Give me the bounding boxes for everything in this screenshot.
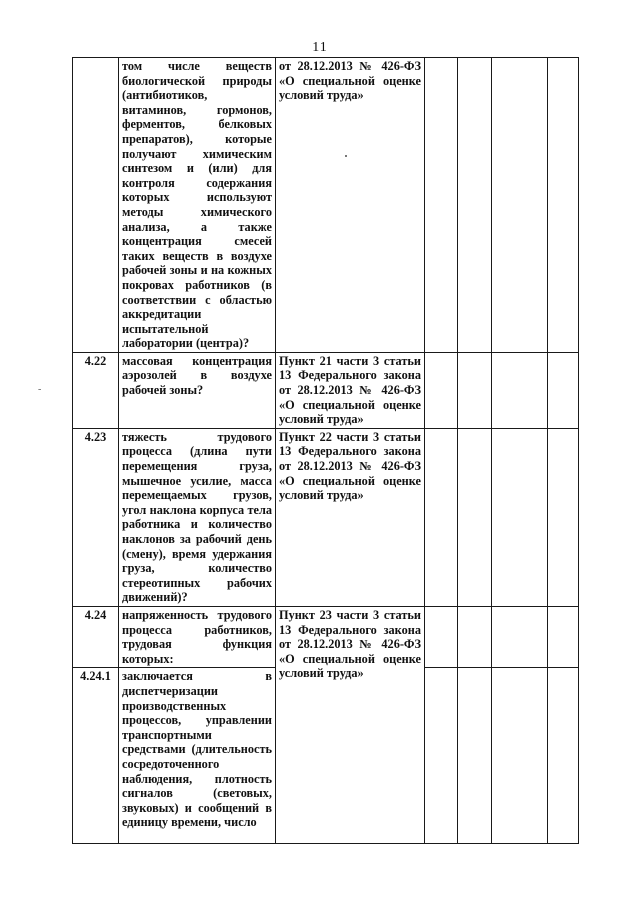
table-row xyxy=(73,58,579,353)
legal-reference-cell-line: Пункт 21 части 3 статьи xyxy=(279,353,421,368)
item-number xyxy=(73,58,119,353)
legal-reference-cell-line: от 28.12.2013 № 426-ФЗ xyxy=(279,383,421,398)
table-row xyxy=(73,352,579,428)
question-cell xyxy=(119,58,276,353)
page-number: 11 xyxy=(312,40,328,55)
question-cell-line: процессов, управлении xyxy=(122,713,272,728)
answer-cell xyxy=(425,58,458,353)
question-cell-line: которых используют xyxy=(122,190,272,205)
answer-cell xyxy=(458,668,492,844)
question-cell-line: (антибиотиков, xyxy=(122,88,208,103)
legal-reference-cell-line: Пункт 23 части 3 статьи xyxy=(279,607,421,622)
question-cell-line: диспетчеризации xyxy=(122,683,219,698)
item-number: 4.24.1 xyxy=(73,668,119,844)
question-cell-line: угол наклона корпуса тела xyxy=(122,502,272,517)
question-cell-line: таких веществ в воздухе xyxy=(122,248,272,263)
answer-cell xyxy=(425,668,458,844)
question-cell-line: производственных xyxy=(122,698,227,713)
legal-reference-cell-line: «О специальной оценке xyxy=(279,473,421,488)
answer-cell xyxy=(425,352,458,428)
question-cell-line: аккредитации xyxy=(122,307,202,322)
question-cell-line: получают химическим xyxy=(122,146,272,161)
question-cell-line: испытательной xyxy=(122,321,209,336)
item-number: 4.23 xyxy=(73,428,119,606)
question-cell-line: сосредоточенного xyxy=(122,756,220,771)
question-cell-line: груза, количество xyxy=(122,561,272,576)
legal-reference-cell-line: «О специальной оценке xyxy=(279,397,421,412)
question-cell-line: (смену), время удержания xyxy=(122,546,272,561)
answer-cell xyxy=(492,428,548,606)
answer-cell xyxy=(458,606,492,667)
question-cell xyxy=(119,428,276,606)
question-cell-line: синтезом и (или) для xyxy=(122,161,272,176)
table-row xyxy=(73,606,579,667)
question-cell-line: перемещения груза, xyxy=(122,459,272,474)
legal-reference-cell xyxy=(276,428,425,606)
question-cell-line: наблюдения, плотность xyxy=(122,771,272,786)
legal-reference-cell-line: условий труда» xyxy=(279,666,364,681)
margin-mark: - xyxy=(38,384,42,395)
question-cell xyxy=(119,668,276,844)
question-cell-line: процесса работников, xyxy=(122,622,272,637)
question-cell-line: транспортными xyxy=(122,727,212,742)
question-cell-line: методы химического xyxy=(122,204,272,219)
table-row xyxy=(73,428,579,606)
question-cell xyxy=(119,352,276,428)
question-cell-line: тяжесть трудового xyxy=(122,429,272,444)
question-cell-line: единицу времени, число xyxy=(122,815,257,830)
legal-reference-cell-line: 13 Федерального закона xyxy=(279,622,421,637)
question-cell-line: покровах работников (в xyxy=(122,277,272,292)
question-cell-line: движений)? xyxy=(122,590,188,605)
question-cell-line: анализа, а также xyxy=(122,219,272,234)
question-cell-line: перемещаемых грузов, xyxy=(122,488,272,503)
question-cell-line: биологической природы xyxy=(122,73,272,88)
question-cell-line: звуковых) и сообщений в xyxy=(122,800,272,815)
legal-reference-cell-line: «О специальной оценке xyxy=(279,651,421,666)
question-cell-line: витаминов, гормонов, xyxy=(122,102,272,117)
answer-cell xyxy=(458,428,492,606)
answer-cell xyxy=(548,58,579,353)
question-cell-line: стереотипных рабочих xyxy=(122,575,272,590)
legal-reference-cell-line: Пункт 22 части 3 статьи xyxy=(279,429,421,444)
question-cell-line: лаборатории (центра)? xyxy=(122,336,250,351)
answer-cell xyxy=(425,606,458,667)
legal-reference-cell-line: условий труда» xyxy=(279,488,364,503)
question-cell-line: средствами (длительность xyxy=(122,742,272,757)
question-cell-line: процесса (длина пути xyxy=(122,444,272,459)
answer-cell xyxy=(492,58,548,353)
answer-cell xyxy=(548,668,579,844)
question-cell-line: том числе веществ xyxy=(122,59,272,73)
answer-cell xyxy=(548,428,579,606)
question-cell-line: сигналов (световых, xyxy=(122,786,272,801)
answer-cell xyxy=(458,352,492,428)
legal-reference-cell-line: «О специальной оценке xyxy=(279,73,421,88)
legal-reference-cell xyxy=(276,606,425,843)
answer-cell xyxy=(548,352,579,428)
answer-cell xyxy=(492,352,548,428)
legal-reference-cell-line: от 28.12.2013 № 426-ФЗ xyxy=(279,59,421,73)
checklist-table xyxy=(72,57,579,844)
question-cell-line: мышечное усилие, масса xyxy=(122,473,272,488)
legal-reference-cell-line: условий труда» xyxy=(279,88,364,103)
answer-cell xyxy=(458,58,492,353)
question-cell-line: соответствии с областью xyxy=(122,292,272,307)
item-number: 4.24 xyxy=(73,606,119,667)
legal-reference-cell xyxy=(276,352,425,428)
answer-cell xyxy=(492,606,548,667)
question-cell xyxy=(119,606,276,667)
item-number: 4.22 xyxy=(73,352,119,428)
question-cell-line: концентрация смесей xyxy=(122,234,272,249)
legal-reference-cell xyxy=(276,58,425,353)
question-cell-line: массовая концентрация xyxy=(122,353,272,368)
question-cell-line: аэрозолей в воздухе xyxy=(122,368,272,383)
question-cell-line: которых: xyxy=(122,651,174,666)
question-cell-line: наклонов за рабочий день xyxy=(122,532,272,546)
legal-reference-cell-line: условий труда» xyxy=(279,412,364,427)
answer-cell xyxy=(425,428,458,606)
question-cell-line: препаратов), которые xyxy=(122,131,272,146)
question-cell-line: контроля содержания xyxy=(122,175,272,190)
question-cell-line: ферментов, белковых xyxy=(122,117,272,132)
legal-reference-cell-line: 13 Федерального закона xyxy=(279,444,421,459)
answer-cell xyxy=(492,668,548,844)
question-cell-line: работника и количество xyxy=(122,517,272,532)
legal-reference-cell-line: от 28.12.2013 № 426-ФЗ xyxy=(279,637,421,652)
legal-reference-cell-line: от 28.12.2013 № 426-ФЗ xyxy=(279,459,421,474)
legal-reference-cell-line: 13 Федерального закона xyxy=(279,368,421,383)
question-cell-line: рабочей зоны? xyxy=(122,383,204,398)
answer-cell xyxy=(548,606,579,667)
question-cell-line: рабочей зоны и на кожных xyxy=(122,263,272,278)
question-cell-line: заключается в xyxy=(122,669,272,684)
question-cell-line: напряженность трудового xyxy=(122,607,272,622)
question-cell-line: трудовая функция xyxy=(122,637,272,652)
